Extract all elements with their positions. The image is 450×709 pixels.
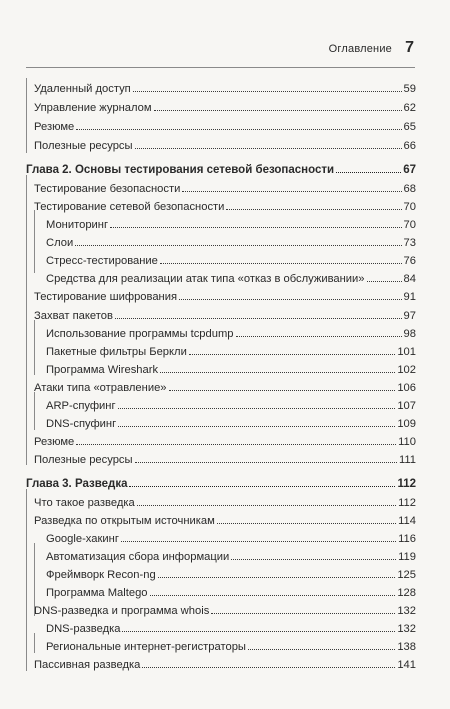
toc-entry-page: 70 <box>403 219 416 231</box>
toc-section-entry <box>34 79 416 95</box>
toc-subsection-entry <box>46 637 416 653</box>
header-page-number: 7 <box>405 39 414 56</box>
toc-entry-title: Разведка по открытым источникам <box>34 515 215 527</box>
dot-leader <box>129 486 395 487</box>
dot-leader <box>236 336 402 337</box>
group-guide-line <box>34 320 35 375</box>
toc-section-entry <box>34 450 416 466</box>
toc-entry-title: Резюме <box>34 436 75 448</box>
dot-leader <box>135 148 402 149</box>
dot-leader <box>76 129 401 130</box>
toc-entry-page: 111 <box>398 454 416 466</box>
dot-leader <box>150 595 396 596</box>
toc-chapter-entry <box>26 474 416 490</box>
toc-subsection-entry <box>46 396 416 412</box>
toc-entry-page: 68 <box>403 183 416 195</box>
toc-entry-page: 91 <box>403 291 416 303</box>
toc-entry-page: 106 <box>397 382 416 394</box>
toc-section-entry <box>34 655 416 671</box>
group-guide-line <box>34 633 35 653</box>
toc-section-entry <box>34 98 416 114</box>
dot-leader <box>142 667 395 668</box>
toc-entry-title: Программа Wireshark <box>46 364 159 376</box>
toc-entry-page: 66 <box>403 140 416 152</box>
toc-section-entry <box>34 136 416 152</box>
dot-leader <box>169 390 396 391</box>
toc-section-entry <box>34 287 416 303</box>
dot-leader <box>158 577 396 578</box>
dot-leader <box>75 245 401 246</box>
toc-entry-page: 59 <box>403 83 416 95</box>
toc-entry-page: 62 <box>403 102 416 114</box>
toc-section-entry <box>34 179 416 195</box>
toc-section-entry <box>34 493 416 509</box>
dot-leader <box>76 444 396 445</box>
toc-entry-page: 70 <box>403 201 416 213</box>
toc-entry-title: DNS-разведка <box>46 623 121 635</box>
toc-subsection-entry <box>46 360 416 376</box>
toc-subsection-entry <box>46 324 416 340</box>
group-guide-line <box>34 392 35 430</box>
dot-leader <box>118 408 396 409</box>
dot-leader <box>336 172 401 173</box>
toc-entry-title: Удаленный доступ <box>34 83 131 95</box>
dot-leader <box>160 372 395 373</box>
toc-subsection-entry <box>46 342 416 358</box>
toc-entry-page: 141 <box>397 659 416 671</box>
toc-subsection-entry <box>46 251 416 267</box>
dot-leader <box>137 505 396 506</box>
toc-subsection-entry <box>46 547 416 563</box>
group-guide-line <box>26 175 27 465</box>
toc-entry-title: Резюме <box>34 121 75 133</box>
header-title: Оглавление <box>328 43 392 55</box>
toc-section-entry <box>34 378 416 394</box>
toc-section-entry <box>34 117 416 133</box>
toc-entry-title: Автоматизация сбора информации <box>46 551 230 563</box>
toc-entry-title: Тестирование шифрования <box>34 291 178 303</box>
dot-leader <box>226 209 401 210</box>
toc-entry-title: Региональные интернет-регистраторы <box>46 641 246 653</box>
toc-subsection-entry <box>46 269 416 285</box>
toc-entry-title: Что такое разведка <box>34 497 135 509</box>
toc-entry-title: ARP-спуфинг <box>46 400 116 412</box>
group-guide-line <box>26 78 27 153</box>
group-guide-line <box>34 210 35 273</box>
toc-entry-page: 114 <box>398 515 416 527</box>
toc-entry-title: DNS-спуфинг <box>46 418 117 430</box>
header-rule <box>26 67 415 68</box>
toc-subsection-entry <box>46 565 416 581</box>
toc-entry-page: 65 <box>403 121 416 133</box>
toc-section-entry <box>34 306 416 322</box>
toc-entry-page: 132 <box>397 605 416 617</box>
toc-entry-title: Захват пакетов <box>34 310 113 322</box>
dot-leader <box>110 227 402 228</box>
toc-section-entry <box>34 432 416 448</box>
dot-leader <box>182 191 401 192</box>
toc-entry-title: Глава 2. Основы тестирования сетевой безопасности <box>26 164 335 176</box>
toc-entry-page: 76 <box>403 255 416 267</box>
toc-entry-title: Управление журналом <box>34 102 152 114</box>
toc-section-entry <box>34 511 416 527</box>
dot-leader <box>189 354 396 355</box>
dot-leader <box>122 631 395 632</box>
dot-leader <box>160 263 402 264</box>
toc-entry-title: Тестирование безопасности <box>34 183 181 195</box>
toc-subsection-entry <box>46 414 416 430</box>
toc-entry-title: Слои <box>46 237 74 249</box>
toc-entry-page: 67 <box>403 164 416 176</box>
toc-entry-title: DNS-разведка и программа whois <box>34 605 210 617</box>
toc-entry-page: 102 <box>397 364 416 376</box>
toc-entry-title: Средства для реализации атак типа «отказ в обслуживании» <box>46 273 365 285</box>
group-guide-line <box>34 543 35 616</box>
running-header <box>317 40 414 62</box>
toc-entry-page: 138 <box>397 641 416 653</box>
toc-entry-title: Стресс-тестирование <box>46 255 158 267</box>
toc-entry-page: 125 <box>397 569 416 581</box>
toc-subsection-entry <box>46 215 416 231</box>
toc-subsection-entry <box>46 619 416 635</box>
toc-entry-page: 84 <box>403 273 416 285</box>
toc-entry-page: 119 <box>398 551 416 563</box>
toc-entry-page: 112 <box>398 497 416 509</box>
dot-leader <box>231 559 396 560</box>
toc-entry-page: 110 <box>398 436 416 448</box>
dot-leader <box>121 541 396 542</box>
toc-entry-title: Google-хакинг <box>46 533 119 545</box>
toc-entry-page: 73 <box>403 237 416 249</box>
dot-leader <box>115 318 402 319</box>
toc-chapter-entry <box>26 160 416 176</box>
toc-entry-page: 101 <box>397 346 416 358</box>
dot-leader <box>133 91 402 92</box>
toc-entry-title: Полезные ресурсы <box>34 140 133 152</box>
toc-entry-page: 112 <box>397 478 416 490</box>
toc-entry-title: Глава 3. Разведка <box>26 478 128 490</box>
toc-entry-title: Фреймворк Recon-ng <box>46 569 156 581</box>
dot-leader <box>367 281 402 282</box>
dot-leader <box>179 299 402 300</box>
toc-entry-title: Пакетные фильтры Беркли <box>46 346 187 358</box>
dot-leader <box>154 110 402 111</box>
toc-entry-title: Тестирование сетевой безопасности <box>34 201 225 213</box>
toc-section-entry <box>34 601 416 617</box>
toc-entry-title: Использование программы tcpdump <box>46 328 234 340</box>
toc-entry-page: 128 <box>397 587 416 599</box>
dot-leader <box>135 462 397 463</box>
toc-entry-title: Пассивная разведка <box>34 659 141 671</box>
toc-section-entry <box>34 197 416 213</box>
toc-subsection-entry <box>46 529 416 545</box>
dot-leader <box>118 426 395 427</box>
toc-entry-title: Полезные ресурсы <box>34 454 133 466</box>
toc-entry-title: Атаки типа «отравление» <box>34 382 167 394</box>
toc-entry-page: 97 <box>403 310 416 322</box>
dot-leader <box>211 613 395 614</box>
toc-subsection-entry <box>46 583 416 599</box>
toc-entry-page: 109 <box>397 418 416 430</box>
dot-leader <box>248 649 395 650</box>
toc-entry-page: 107 <box>397 400 416 412</box>
dot-leader <box>217 523 396 524</box>
toc-entry-page: 132 <box>397 623 416 635</box>
toc-entry-title: Программа Maltego <box>46 587 148 599</box>
group-guide-line <box>26 489 27 671</box>
toc-entry-page: 98 <box>403 328 416 340</box>
toc-entry-page: 116 <box>398 533 416 545</box>
toc-entry-title: Мониторинг <box>46 219 109 231</box>
toc-subsection-entry <box>46 233 416 249</box>
